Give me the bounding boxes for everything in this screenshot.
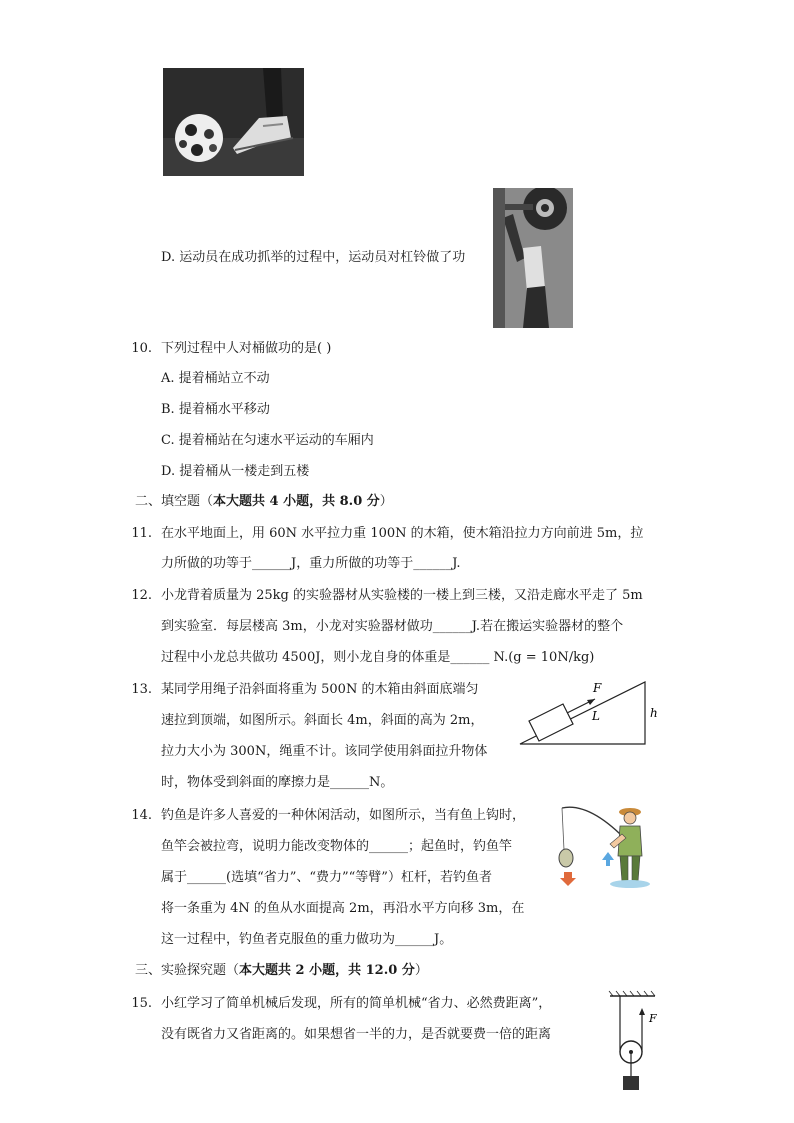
q15-number: 15. <box>131 996 152 1011</box>
section2-suffix: ） <box>379 494 393 509</box>
fish-shape <box>559 849 573 867</box>
q15-line-1: 小红学习了简单机械后发现，所有的简单机械“省力、必然费距离”， <box>161 996 552 1011</box>
q14-line-2: 鱼竿会被拉弯，说明力能改变物体的______；起鱼时，钓鱼竿 <box>161 839 513 854</box>
section2-heading <box>135 494 393 510</box>
fishing-line <box>562 808 564 850</box>
section3-prefix: 三、实验探究题（ <box>135 963 240 978</box>
q14-line-1: 钓鱼是许多人喜爱的一种休闲活动，如图所示，当有鱼上钩时， <box>161 808 526 823</box>
q13-line-1: 某同学用绳子沿斜面将重为 500N 的木箱由斜面底端匀 <box>161 682 479 697</box>
fishing-rod <box>562 807 628 842</box>
q10-stem: 下列过程中人对桶做功的是( ) <box>161 341 332 356</box>
q10-option-b: B. 提着桶水平移动 <box>161 402 270 417</box>
q15-line-2: 没有既省力又省距离的。如果想省一半的力，是否就要费一倍的距离 <box>161 1027 552 1042</box>
q13-number: 13. <box>131 682 152 697</box>
fisherman-legs <box>620 856 640 882</box>
pulley-force-label: F <box>649 1012 657 1025</box>
q12-line-1: 小龙背着质量为 25kg 的实验器材从实验楼的一楼上到三楼，又沿走廊水平走了 5m <box>161 588 643 603</box>
q14-line-5: 这一过程中，钓鱼者克服鱼的重力做功为______J。 <box>161 932 453 947</box>
q14-line-4: 将一条重为 4N 的鱼从水面提高 2m，再沿水平方向移 3m，在 <box>161 901 525 916</box>
up-arrow-icon <box>602 852 614 866</box>
q14-number: 14. <box>131 808 152 823</box>
q14-line-3: 属于______(选填“省力”、“费力”“等臂”）杠杆，若钓鱼者 <box>161 870 492 885</box>
q10-option-d: D. 提着桶从一楼走到五楼 <box>161 464 310 479</box>
fisherman-head <box>624 812 636 824</box>
incline-force-label: F <box>593 681 602 695</box>
wooden-box <box>529 704 573 741</box>
fisherman-illustration <box>550 800 655 892</box>
q11-line-1: 在水平地面上，用 60N 水平拉力重 100N 的木箱，使木箱沿拉力方向前进 5m，拉 <box>161 526 644 541</box>
weightlifter-photo <box>493 188 573 328</box>
incline-length-label: L <box>592 709 600 723</box>
q10-option-c: C. 提着桶站在匀速水平运动的车厢内 <box>161 433 374 448</box>
q13-line-3: 拉力大小为 300N，绳重不计。该同学使用斜面拉升物体 <box>161 744 488 759</box>
inclined-plane-figure <box>515 676 665 748</box>
soccer-kick-photo <box>163 68 304 176</box>
q13-line-2: 速拉到顶端，如图所示。斜面长 4m，斜面的高为 2m， <box>161 713 484 728</box>
q11-number: 11. <box>131 526 152 541</box>
water-ripple <box>610 880 650 888</box>
section2-prefix: 二、填空题（ <box>135 494 214 509</box>
q10-option-a: A. 提着桶站立不动 <box>161 371 270 386</box>
down-arrow-icon <box>560 872 576 886</box>
q12-line-2: 到实验室．每层楼高 3m，小龙对实验器材做功______J.若在搬运实验器材的整个 <box>161 619 624 634</box>
force-arrowhead <box>587 699 595 705</box>
q12-line-3: 过程中小龙总共做功 4500J，则小龙自身的体重是______ N.(g = 10N/kg) <box>161 650 595 665</box>
section3-suffix: ） <box>414 963 428 978</box>
section2-bold: 本大题共 4 小题，共 8.0 分 <box>213 494 380 509</box>
movable-pulley-figure <box>605 990 665 1095</box>
incline-height-label: h <box>650 706 658 720</box>
q12-number: 12. <box>131 588 152 603</box>
q10-number: 10. <box>131 341 152 356</box>
section3-bold: 本大题共 2 小题，共 12.0 分 <box>239 963 415 978</box>
section3-heading <box>135 963 428 979</box>
q13-line-4: 时，物体受到斜面的摩擦力是______N。 <box>161 775 394 790</box>
q11-line-2: 力所做的功等于______J，重力所做的功等于______J. <box>161 556 461 571</box>
hanging-weight <box>623 1076 639 1090</box>
pull-arrowhead <box>639 1008 645 1015</box>
q9-option-d: D. 运动员在成功抓举的过程中，运动员对杠铃做了功 <box>161 250 466 265</box>
